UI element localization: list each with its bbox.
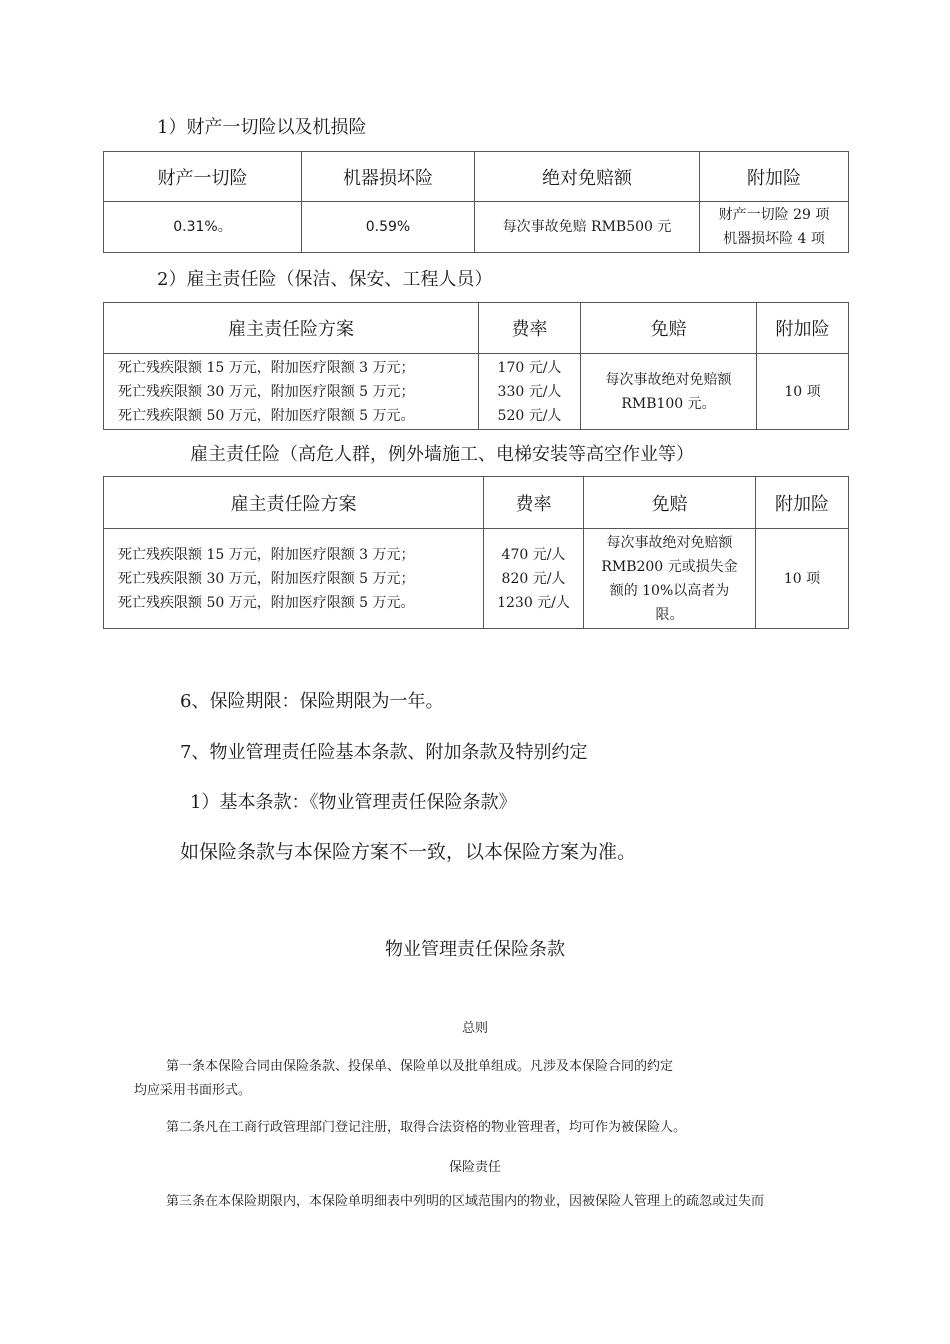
rate-line: 330 元/人 [497,383,562,400]
precedence-note-paragraph: 如保险条款与本保险方案不一致，以本保险方案为准。 [180,841,637,863]
section3-heading: 雇主责任险（高危人群，例外墙施工、电梯安装等高空作业等） [190,444,694,465]
header-rate: 费率 [484,477,584,529]
clauses-section-paragraph: 7、物业管理责任险基本条款、附加条款及特别约定 [180,742,588,763]
header-plan: 雇主责任险方案 [104,477,484,529]
plan-cell [104,354,479,430]
section2-heading: 2）雇主责任险（保洁、保安、工程人员） [157,269,493,290]
employer-liability-table [103,302,849,430]
header-deductible: 绝对免赔额 [475,152,700,202]
deductible-value: 每次事故免赔 RMB500 元 [475,202,700,253]
rate-line: 1230 元/人 [497,594,570,611]
general-provisions-heading: 总则 [461,1021,488,1036]
plan-line: 死亡残疾限额 30 万元，附加医疗限额 5 万元； [118,383,415,400]
additional-cell [700,202,849,253]
insurance-period-paragraph: 6、保险期限：保险期限为一年。 [180,691,444,712]
rate-line: 170 元/人 [497,359,562,376]
rate-line: 470 元/人 [501,546,566,563]
header-rate: 费率 [479,303,581,354]
rate-cell [479,354,581,430]
additional-line: 财产一切险 29 项 [718,207,830,223]
high-risk-employer-table [103,476,849,629]
section1-heading: 1）财产一切险以及机损险 [157,117,367,138]
plan-line: 死亡残疾限额 50 万元，附加医疗限额 5 万元。 [118,594,415,611]
plan-cell [104,529,484,629]
article-1-line-1: 第一条本保险合同由保险条款、投保单、保险单以及批单组成。凡涉及本保险合同的约定 [166,1059,674,1074]
property-rate: 0.31%。 [104,202,302,253]
clauses-title: 物业管理责任保险条款 [385,939,565,960]
header-deductible: 免赔 [581,303,757,354]
deductible-line: RMB100 元。 [621,395,716,412]
deductible-line: 每次事故绝对免赔额 [605,371,732,388]
basic-clause-paragraph: 1）基本条款：《物业管理责任保险条款》 [190,792,517,813]
header-machine-breakdown: 机器损坏险 [302,152,475,202]
plan-line: 死亡残疾限额 50 万元，附加医疗限额 5 万元。 [118,407,415,424]
deductible-cell [584,529,756,629]
property-machine-table [103,151,849,253]
header-plan: 雇主责任险方案 [104,303,479,354]
article-2: 第二条凡在工商行政管理部门登记注册，取得合法资格的物业管理者，均可作为被保险人。 [166,1120,687,1135]
header-additional: 附加险 [756,477,849,529]
machine-rate: 0.59% [302,202,475,253]
plan-line: 死亡残疾限额 15 万元，附加医疗限额 3 万元； [118,546,415,563]
header-property-all-risk: 财产一切险 [104,152,302,202]
deductible-line: RMB200 元或损失金 [601,558,738,575]
header-deductible: 免赔 [584,477,756,529]
deductible-line: 额的 10%以高者为 [609,582,730,599]
deductible-line: 限。 [655,606,684,623]
liability-heading: 保险责任 [448,1160,501,1175]
header-additional: 附加险 [700,152,849,202]
rate-line: 520 元/人 [497,407,562,424]
additional-count: 10 项 [756,529,849,629]
plan-line: 死亡残疾限额 15 万元，附加医疗限额 3 万元； [118,359,415,376]
rate-cell [484,529,584,629]
additional-count: 10 项 [757,354,849,430]
deductible-line: 每次事故绝对免赔额 [606,534,733,551]
article-3: 第三条在本保险期限内，本保险单明细表中列明的区域范围内的物业，因被保险人管理上的疏忽或过失而 [166,1194,765,1209]
plan-line: 死亡残疾限额 30 万元，附加医疗限额 5 万元； [118,570,415,587]
additional-line: 机器损坏险 4 项 [723,231,825,247]
rate-line: 820 元/人 [501,570,566,587]
header-additional: 附加险 [757,303,849,354]
deductible-cell [581,354,757,430]
article-1-line-2: 均应采用书面形式。 [134,1083,252,1098]
